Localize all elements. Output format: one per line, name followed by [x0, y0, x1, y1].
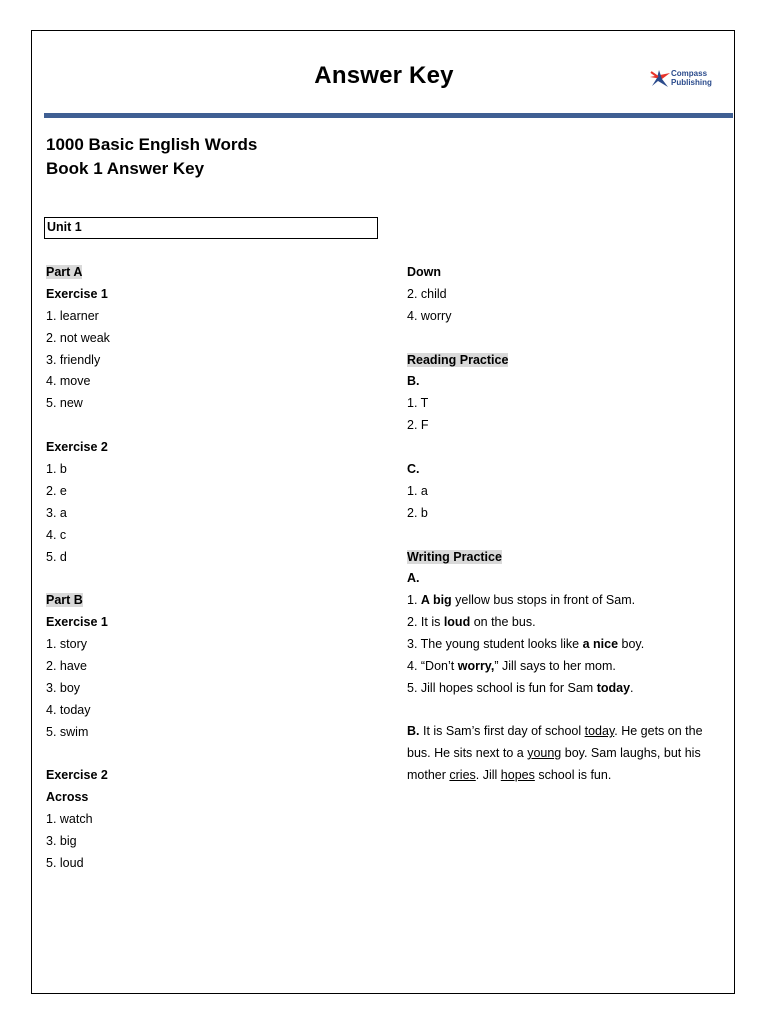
exercise-heading: Exercise 1 — [46, 615, 108, 630]
exercise-heading: Exercise 1 — [46, 286, 108, 301]
answer-item: 1. b — [46, 462, 67, 477]
section-label: B. — [407, 374, 420, 389]
compass-star-icon — [649, 68, 671, 88]
answer-item: 4. today — [46, 702, 91, 717]
exercise-heading: Exercise 2 — [46, 440, 108, 455]
header-rule — [44, 113, 733, 118]
sentence-item: 5. Jill hopes school is fun for Sam today. — [407, 680, 634, 695]
answer-item: 1. T — [407, 396, 429, 411]
across-heading: Across — [46, 790, 89, 805]
answer-item: 1. a — [407, 483, 428, 498]
section-label: A. — [407, 571, 420, 586]
logo-text-publishing: Publishing — [671, 78, 712, 87]
answer-item: 2. not weak — [46, 330, 110, 345]
answer-item: 3. boy — [46, 680, 81, 695]
doc-title-line1: 1000 Basic English Words — [46, 135, 258, 154]
part-b-heading: Part B — [46, 593, 83, 608]
answer-item: 2. child — [407, 286, 447, 301]
answer-item: 1. story — [46, 637, 87, 652]
answer-item: 3. a — [46, 505, 67, 520]
answer-item: 5. new — [46, 396, 83, 411]
answer-item: 2. have — [46, 659, 88, 674]
sentence-item: 2. It is loud on the bus. — [407, 615, 536, 630]
answer-item: 4. worry — [407, 308, 452, 323]
left-column — [46, 262, 110, 875]
sentence-item: 3. The young student looks like a nice boy. — [407, 637, 645, 652]
answer-item: 1. watch — [46, 812, 93, 827]
page-title: Answer Key — [314, 62, 454, 89]
sentence-item: 1. A big yellow bus stops in front of Sam. — [407, 593, 636, 608]
doc-title-line2: Book 1 Answer Key — [46, 159, 205, 178]
compass-publishing-logo — [649, 67, 729, 91]
answer-item: 4. c — [46, 527, 67, 542]
answer-item: 2. F — [407, 418, 429, 433]
exercise-heading: Exercise 2 — [46, 768, 108, 783]
down-heading: Down — [407, 265, 442, 279]
answer-item: 1. learner — [46, 308, 99, 323]
part-a-heading: Part A — [46, 265, 83, 279]
answer-item: 5. loud — [46, 856, 84, 871]
section-label: C. — [407, 462, 420, 477]
answer-item: 2. b — [407, 505, 428, 520]
sentence-item: 4. “Don’t worry,” Jill says to her mom. — [407, 659, 616, 674]
answer-item: 5. d — [46, 549, 67, 564]
writing-practice-b-paragraph: B. It is Sam’s first day of school today. He gets on the bus. He sits next to a young boy. Sam laughs, but his mother cries. Jill hopes school is fun. — [407, 724, 703, 782]
answer-item: 3. big — [46, 834, 77, 849]
unit-heading: Unit 1 — [44, 217, 378, 239]
answer-item: 5. swim — [46, 724, 89, 739]
right-column — [407, 262, 644, 700]
writing-practice-heading: Writing Practice — [407, 549, 502, 564]
answer-item: 3. friendly — [46, 352, 101, 367]
answer-item: 2. e — [46, 483, 67, 498]
answer-item: 4. move — [46, 374, 91, 389]
logo-text-compass: Compass — [671, 69, 708, 78]
reading-practice-heading: Reading Practice — [407, 352, 509, 367]
